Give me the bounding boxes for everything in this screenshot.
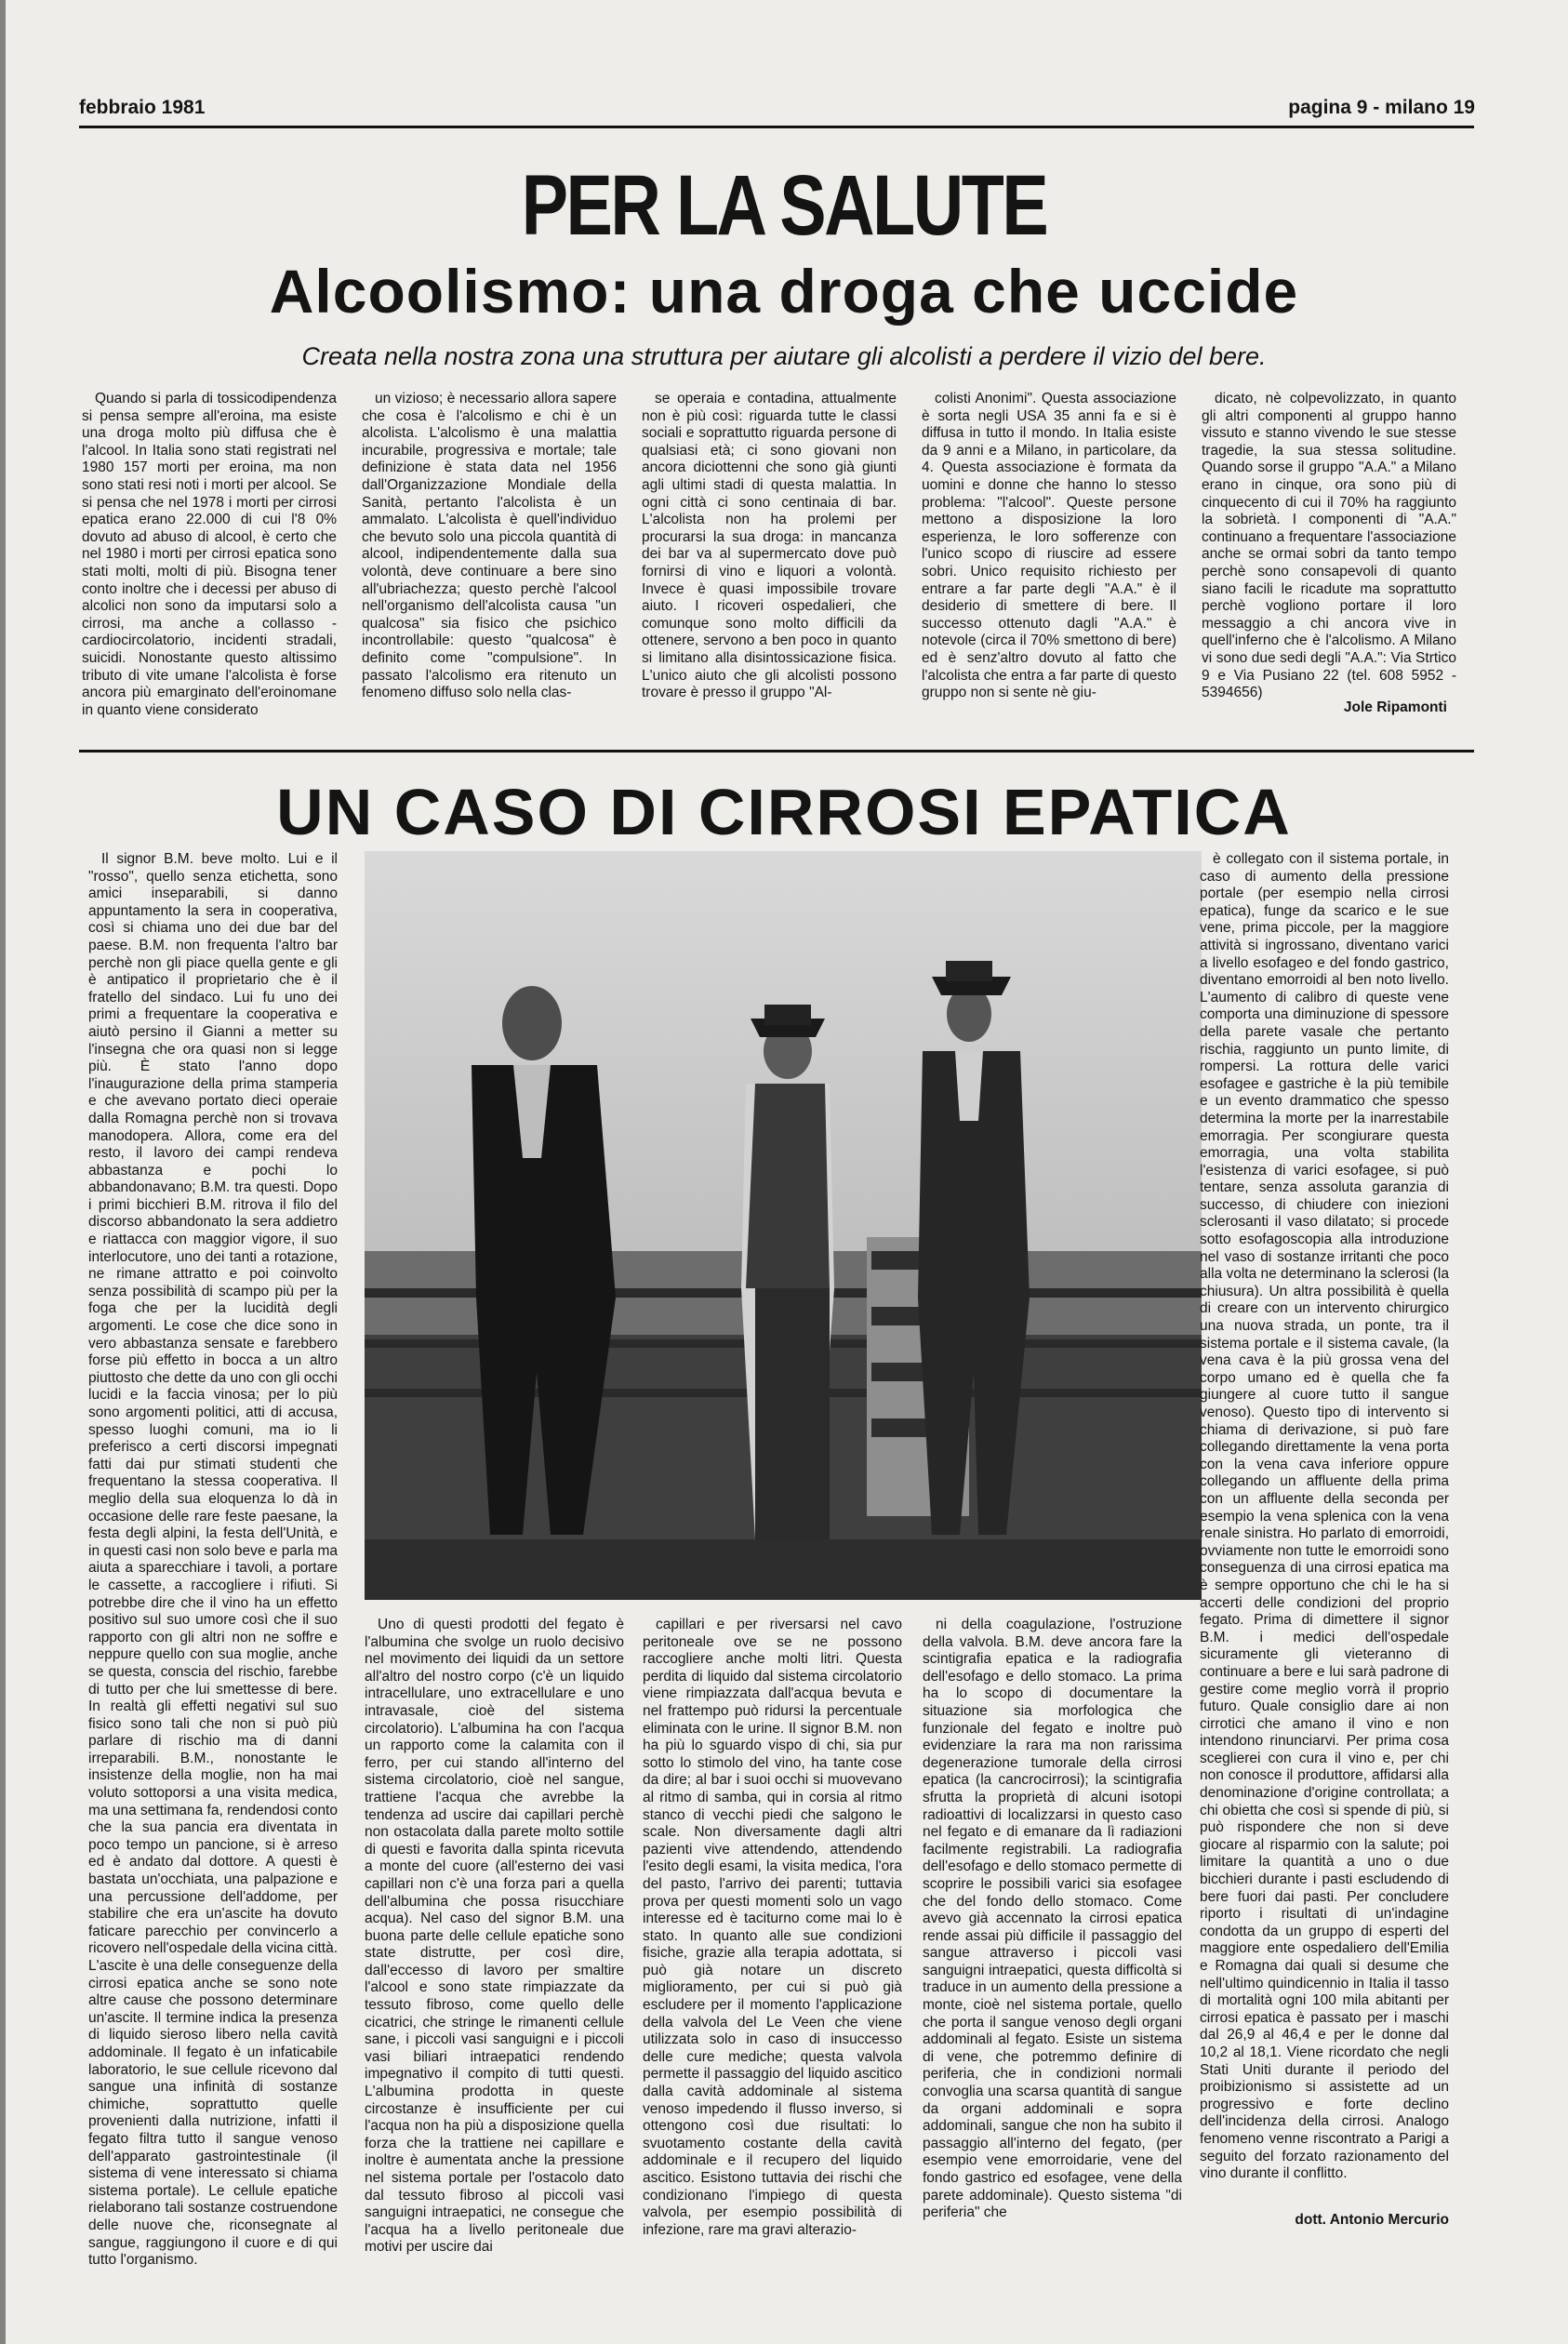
article2-headline: UN CASO DI CIRROSI EPATICA: [276, 776, 1292, 848]
article-columns: [82, 391, 1456, 719]
article2-column-b3: ni della coagulazione, l'ostruzione della valvola. B.M. deve ancora fare la scintigrafia epatica e la radiografia dell'esofago e dello stomaco. La prima ha lo scopo di documentare la situazione sia morfologica che funzionale del fegato e inoltre può evidenziare la rara ma non rarissima degenerazione tumorale della cirrosi epatica (la cancrocirrosi); la scintigrafia sfrutta la proprietà di alcuni isotopi radioattivi di localizzarsi in questo caso nel fegato e di emanare da lì radiazioni facilmente registrabili. La radiografia dell'esofago e dello stomaco permette di scoprire le possibili varici sia esofagee che del fondo dello stomaco. Come avevo già accennato la cirrosi epatica rende assai più difficile il passaggio del sangue attraverso i piccoli vasi sanguigni intraepatici, questa difficoltà si traduce in un aumento della pressione a monte, cioè nel sistema portale, quello che porta il sangue venoso degli organi addominali al fegato. Esiste un sistema di vene, che potremmo definire di periferia, che in condizioni normali convoglia una scarsa quantità di sangue da organi addominali e sopra addominali, sangue che non ha subito il passaggio all'interno del fegato, (per esempio vene emorroidarie, vene del fondo gastrico ed esofagee, vene della parete addominale). Questo sistema "di periferia" che: [923, 1617, 1182, 2221]
article-column-3: se operaia e contadina, attualmente non è più così: riguarda tutte le classi sociali e soprattutto riguarda persone di qualsiasi età; ci sono giovani non ancora diciottenni che sono già giunti agli ultimi stadi di questa malattia. In ogni città ci sono centinaia di bar. L'alcolista non ha prolemi per procurarsi la sua droga: in mancanza dei bar va al supermercato dove può fornirsi di vino e liquori a volontà. Invece è quasi impossibile trovare aiuto. I ricoveri ospedalieri, che comunque sono molto difficili da ottenere, servono a ben poco in quanto si limitano alla disintossicazione fisica. L'unico aiuto che gli alcolisti possono trovare è presso il gruppo "Al-: [642, 391, 897, 701]
article2-column-left: Il signor B.M. beve molto. Lui e il "rosso", quello senza etichetta, sono amici inseparabili, si danno appuntamento la sera in cooperativa, così si chiama uno dei due bar del paese. B.M. non frequenta l'altro bar perchè non gli piace quella gente e gli è antipatico il proprietario che è il fratello del sindaco. Lui fu uno dei primi a frequentare la cooperativa e aiutò persino il Gianni a metter su l'insegna che ora quasi non si legge più. È stato l'anno dopo l'inaugurazione della prima stamperia e che avevano portato dieci operaie dalla Romagna perchè non si trovava manodopera. Allora, come era del resto, il lavoro dei campi rendeva abbastanza e pochi lo abbandonavano; B.M. tra questi. Dopo i primi bicchieri B.M. ritrova il filo del discorso abbandonato la sera addietro e riattacca con maggior vigore, il suo interlocutore, uno dei tanti a rotazione, ne rimane attratto e poi coinvolto senza possibilità di scampo più per la foga che per la lucidità degli argomenti. Le cose che dice sono in vero abbastanza sensate e farebbero forse più effetto in bocca a un altro piuttosto che dette da uno con gli occhi lucidi e la faccia vinosa; per lo più sono argomenti politici, atti di accusa, spesso luoghi comuni, ma io li preferisco a certi discorsi impegnati fatti dai pur stimati studenti che frequentano la stessa cooperativa. Il meglio della sua eloquenza lo dà in occasione delle rare feste paesane, la festa degli alpini, la festa dell'Unità, e in questi casi non solo beve e parla ma aiuta a sparecchiare i tavoli, a portare le cassette, a raccogliere i rifiuti. Si potrebbe dire che il vino ha un effetto positivo sul suo umore così che il suo rapporto con gli altri non ne soffre e neppure quello con sua moglie, anche se questa, conscia del rischio, farebbe di tutto per che lui smettesse di bere. In realtà gli effetti negativi sul suo fisico sono tali che non si può più parlare di rischio ma di danni irreparabili. B.M., nonostante le insistenze della moglie, non ha mai voluto sottoporsi a una visita medica, ma una settimana fa, rendendosi conto che la sua pancia era diventata in poco tempo un pancione, si è arreso ed è andato dal dottore. A questi è bastata un'occhiata, una palpazione e una percussione dell'addome, per stabilire che era un'ascite ha dovuto faticare parecchio per convincerlo a ricovero nell'ospedale della vicina città. L'ascite è una delle conseguenze della cirrosi epatica anche se sono note altre cause che possono determinare un'ascite. Il termine indica la presenza di liquido sieroso libero nella cavità addominale. Il fegato è un infaticabile laboratorio, le sue cellule ricevono dal sangue una infinità di sostanze chimiche, soprattutto quelle provenienti dalla nutrizione, infatti il fegato filtra tutto il sangue venoso dell'apparato gastrointestinale (il sistema di vene interessato si chiama sistema portale). Le cellule epatiche rielaborano tali sostanze costruendone delle nuove che, riconsegnate al sangue, raggiungono il cuore e di qui tutto l'organismo.: [88, 851, 338, 2269]
page-number: pagina 9 - milano 19: [1288, 97, 1475, 118]
article-column-1: Quando si parla di tossicodipendenza si pensa sempre all'eroina, ma esiste una droga molto più diffusa che è l'alcool. In Italia sono stati registrati nel 1980 157 morti per eroina, ma non sono stati resi noti i morti per alcool. Se si pensa che nel 1978 i morti per cirrosi epatica erano 22.000 di cui l'8 0% dovuto ad abuso di alcool, è certo che nel 1980 i morti per cirrosi epatica sono stati molti, molti di più. Bisogna tener conto inoltre che i decessi per abuso di alcolici non sono da imputarsi solo a cirrosi, ma anche a collasso - cardiocircolatorio, incidenti stradali, suicidi. Nonostante questo altissimo tributo di vite umane l'alcolista è forse ancora più emarginato dell'eroinomane in quanto viene considerato: [82, 391, 337, 718]
article2-column-right: è collegato con il sistema portale, in caso di aumento della pressione portale (per esempio nella cirrosi epatica), funge da scarico e le sue vene, prima piccole, per la maggiore attività si ingrossano, diventano varici a livello esofageo e del fondo gastrico, diventano emorroidi al ben noto livello. L'aumento di calibro di queste vene comporta una diminuzione di spessore della parete vasale che pertanto rischia, raggiunto un punto limite, di rompersi. La rottura delle varici esofagee e gastriche è la più temibile e un evento drammatico che spesso determina la morte per la inarrestabile emorragia. Per scongiurare questa emorragia, una volta stabilita l'esistenza di varici esofagee, si può tentare, senza assoluta garanzia di successo, di chiudere con iniezioni sclerosanti il vaso dilatato; si procede sotto esofagoscopia alla introduzione nel vaso di sostanze irritanti che poco alla volta ne determinano la sclerosi (la chiusura). Un altra possibilità è quella di creare con un intervento chirurgico una nuova strada, un ponte, tra il sistema portale e il sistema cavale, (la vena cava è la più grossa vena del corpo umano ed è quella che fa giungere al cuore tutto il sangue venoso). Questo tipo di intervento si chiama di derivazione, si può fare collegando direttamente la vena porta con la vena cava inferiore oppure collegando un affluente della prima con un affluente della seconda per esempio la vena splenica con la vena renale sinistra. Ho parlato di emorroidi, ovviamente non tutte le emorroidi sono conseguenza di una cirrosi epatica ma è sempre opportuno che chi le ha si accerti delle condizioni del proprio fegato. Prima di dimettere il signor B.M. i medici dell'ospedale sicuramente gli vieteranno di continuare a bere e lui sarà padrone di gestire come meglio vorrà il proprio futuro. Quale consiglio dare ai non cirrotici che amano il vino e non intendono rinunciarvi. Per prima cosa sceglierei con cura il vino e, per chi non conosce il produttore, affidarsi alla denominazione d'origine controllata; a chi obietta che così si spende di più, si può rispondere che non si deve giocare al risparmio con la salute; poi limitare la quantità a uno o due bicchieri durante i pasti escludendo di bere fuori dai pasti. Per concludere riporto i risultati di un'indagine condotta da un gruppo di esperti del maggiore ente ospedaliero dell'Emilia e Romagna dai quali si desume che nell'ultimo quindicennio in Italia il tasso di mortalità ogni 100 mila abitanti per cirrosi epatica è passato per i maschi dal 26,9 al 46,4 e per le donne dal 10,2 al 18,1. Viene ricordato che negli Stati Uniti durante il periodo del proibizionismo si assistette ad un progressivo e forte declino dell'incidenza della cirrosi. Analogo fenomeno venne riscontrato a Parigi a seguito del forzato razionamento del vino durante il conflitto.: [1200, 851, 1449, 2182]
article2-signature: dott. Antonio Mercurio: [1295, 2212, 1449, 2228]
header-rule: [79, 126, 1474, 128]
issue-date: febbraio 1981: [79, 97, 206, 118]
article-column-4: colisti Anonimi". Questa associazione è sorta negli USA 35 anni fa e si è diffusa in tutto il mondo. In Italia esiste da 9 anni e a Milano, in particolare, da 4. Questa associazione è formata da uomini e donne che hanno lo stesso problema: "l'alcool". Queste persone mettono a disposizione la loro esperienza, le loro sofferenze con l'unico scopo di riuscire ad essere sobri. Unico requisito richiesto per entrare a far parte degli "A.A." è il desiderio di smettere di bere. Il successo ottenuto dagli "A.A." è notevole (circa il 70% smettono di bere) ed è senz'altro dovuto al fatto che l'alcolista che entra a far parte di questo gruppo non si sente nè giu-: [922, 391, 1176, 701]
article2-column-b1: Uno di questi prodotti del fegato è l'albumina che svolge un ruolo decisivo nel movimento dei liquidi da un settore all'altro del nostro corpo (c'è un liquido intracellulare, uno extracellulare e uno intravasale, cioè del sistema circolatorio). L'albumina ha con l'acqua un rapporto come la calamita con il ferro, per cui stando all'interno del sistema circolatorio, cioè nel sangue, trattiene l'acqua che avrebbe la tendenza ad uscire dai capillari perchè non ostacolata dalla parete molto sottile di questi e favorita dalla spinta ricevuta a monte del cuore (all'esterno dei vasi capillari non c'è una forza pari a quella dell'albumina che possa risucchiare acqua). Nel caso del signor B.M. una buona parte delle cellule epatiche sono state distrutte, per così dire, dall'eccesso di lavoro per smaltire l'alcool e sono state rimpiazzate da tessuto fibroso, come quello delle cicatrici, che stringe le rimanenti cellule sane, i piccoli vasi sanguigni e i piccoli vasi biliari intraepatici rendendo impegnativo il compito di tutti questi. L'albumina prodotta in queste circostanze è insufficiente per cui l'acqua non ha più a disposizione quella forza che la trattiene nei capillare e inoltre è aumentata anche la pressione nel sistema portale per l'ostacolo dato dal tessuto fibroso al piccoli vasi sanguigni intraepatici, ne consegue che l'acqua ha a livello peritoneale due motivi per uscire dai: [365, 1617, 624, 2256]
article-photo: [365, 851, 1202, 1600]
article-column-2: un vizioso; è necessario allora sapere che cosa è l'alcolismo e chi è un alcolista. L'alcolismo è una malattia incurabile, progressiva e mortale; tale definizione è stata data nel 1956 dall'Organizzazione Mondiale della Sanità, pertanto l'alcolista è un ammalato. L'alcolista è quell'individuo che bevuto solo una piccola quantità di alcool, indipendentemente dalla sua volontà, deve continuare a bere sino all'ubriachezza; questo perchè l'alcool nell'organismo dell'alcolista causa "un qualcosa" sia fisico che psichico incontrollabile: questo "qualcosa" è definito come "compulsione". In passato l'alcolismo era ritenuto un fenomeno diffuso solo nella clas-: [362, 391, 617, 701]
article-headline: Alcoolismo: una droga che uccide: [269, 257, 1299, 326]
article2-column-b2: capillari e per riversarsi nel cavo peritoneale ove se ne possono raccogliere anche molti litri. Questa perdita di liquido dal sistema circolatorio viene rimpiazzata dall'acqua bevuta e nel frattempo può ridursi la percentuale eliminata con le urine. Il signor B.M. non ha più lo sguardo vispo di chi, sia pur sotto lo stimolo del vino, ha tante cose da dire; al bar i suoi occhi si muovevano al ritmo di samba, qui in corsia al ritmo stanco di vecchi piedi che salgono le scale. Non diversamente dagli altri pazienti vive attendendo, attendendo l'esito degli esami, la visita medica, l'ora del pasto, l'arrivo dei parenti; tuttavia prova per questi momenti solo un vago interesse ed è taciturno come mai lo è stato. In quanto alle sue condizioni fisiche, grazie alla terapia adottata, si può già notare un discreto miglioramento, per cui si può già escludere per il momento l'applicazione della valvola del Le Veen che viene utilizzata solo in caso di insuccesso delle cure mediche; questa valvola permette il passaggio del liquido ascitico dalla cavità addominale al sistema venoso impedendo il flusso inverso, si ottengono così due risultati: lo svuotamento costante della cavità addominale e il recupero del liquido ascitico. Esistono tuttavia dei rischi che condizionano l'impiego di questa valvola, per esempio possibilità di infezione, rare ma gravi alterazio-: [643, 1617, 902, 2238]
article-signature: Jole Ripamonti: [1343, 699, 1447, 715]
section-kicker: PER LA SALUTE: [521, 158, 1047, 253]
photo-three-men-at-railing: [365, 851, 1202, 1600]
article-subhead: Creata nella nostra zona una struttura per aiutare gli alcolisti a perdere il vizio del bere.: [301, 342, 1267, 370]
article-column-5: dicato, nè colpevolizzato, in quanto gli altri componenti al gruppo hanno vissuto e stanno vivendo le sue stesse tragedie, la sua stessa solitudine. Quando sorse il gruppo "A.A." a Milano erano in cinque, ora sono più di cinquecento di cui il 70% ha raggiunto la sobrietà. I componenti di "A.A." continuano a frequentare l'associazione anche se ormai sobri da tanto tempo perchè sono consapevoli di quanto siano facili le ricadute ma soprattutto perchè vogliono portare il loro messaggio a chi ancora vive in quell'inferno che è l'alcolismo. A Milano vi sono due sedi degli "A.A.": Via Strtico 9 e Via Pusiano 22 (tel. 608 5952 - 5394656): [1202, 391, 1456, 701]
section-rule: [79, 750, 1474, 752]
